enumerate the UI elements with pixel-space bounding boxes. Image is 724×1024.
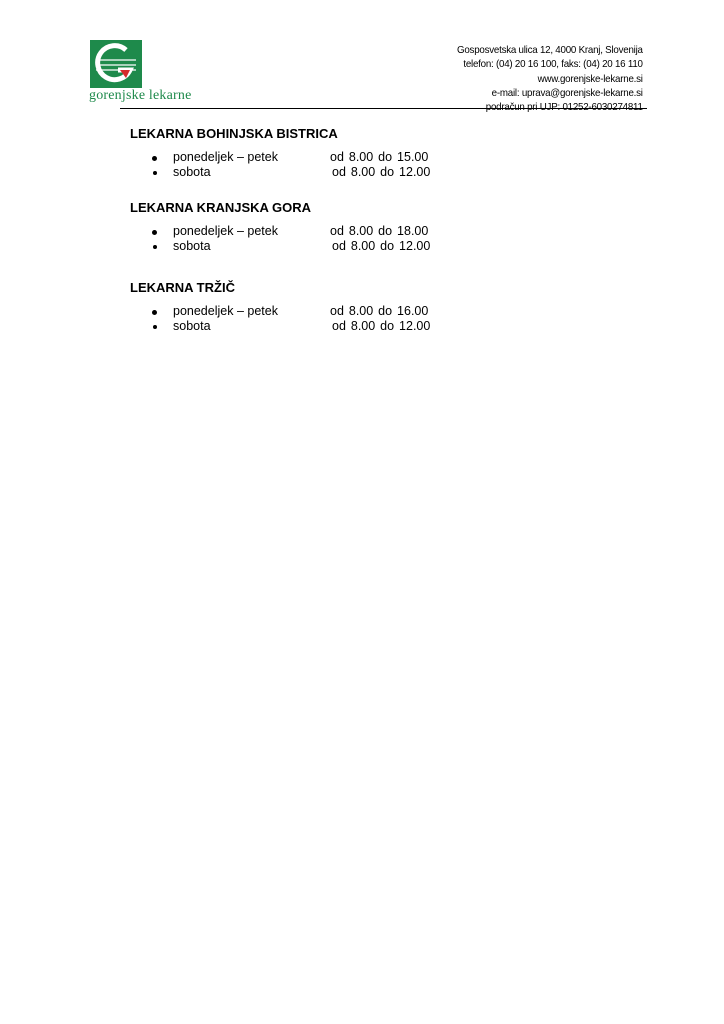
account-line: podračun pri UJP: 01252-6030274811: [486, 101, 643, 114]
phone-line: telefon: (04) 20 16 100, faks: (04) 20 16 110: [463, 58, 643, 71]
contact-block: [457, 43, 643, 114]
bullet-icon: [153, 325, 157, 329]
company-logo: [88, 40, 198, 110]
bullet-icon: [153, 245, 157, 249]
schedule-hours: od 8.00 do 18.00: [330, 224, 429, 238]
bullet-icon: [152, 310, 157, 315]
schedule-hours: od 8.00 do 16.00: [330, 304, 429, 318]
header-divider: [120, 108, 647, 109]
logo-text: gorenjske lekarne: [89, 88, 192, 103]
schedule-days: ponedeljek – petek: [173, 224, 278, 238]
pharmacy-title-trzic: LEKARNA TRŽIČ: [130, 280, 235, 295]
website-line: www.gorenjske-lekarne.si: [537, 72, 643, 85]
pharmacy-title-kranjska-gora: LEKARNA KRANJSKA GORA: [130, 200, 312, 215]
bullet-icon: [153, 171, 157, 175]
bullet-icon: [152, 230, 157, 235]
schedule-hours: od 8.00 do 12.00: [332, 165, 431, 179]
schedule-hours: od 8.00 do 12.00: [332, 239, 431, 253]
schedule-days: ponedeljek – petek: [173, 150, 278, 164]
schedule-hours: od 8.00 do 15.00: [330, 150, 429, 164]
address-line: Gosposvetska ulica 12, 4000 Kranj, Slovenija: [457, 44, 643, 56]
schedule-hours: od 8.00 do 12.00: [332, 319, 431, 333]
logo-emblem-icon: [90, 40, 142, 88]
bullet-icon: [152, 156, 157, 161]
schedule-days: ponedeljek – petek: [173, 304, 278, 318]
schedule-days: sobota: [173, 165, 211, 179]
schedule-days: sobota: [173, 319, 211, 333]
schedule-days: sobota: [173, 239, 211, 253]
email-line: e-mail: uprava@gorenjske-lekarne.si: [491, 86, 643, 99]
pharmacy-title-bohinjska-bistrica: LEKARNA BOHINJSKA BISTRICA: [130, 126, 338, 141]
